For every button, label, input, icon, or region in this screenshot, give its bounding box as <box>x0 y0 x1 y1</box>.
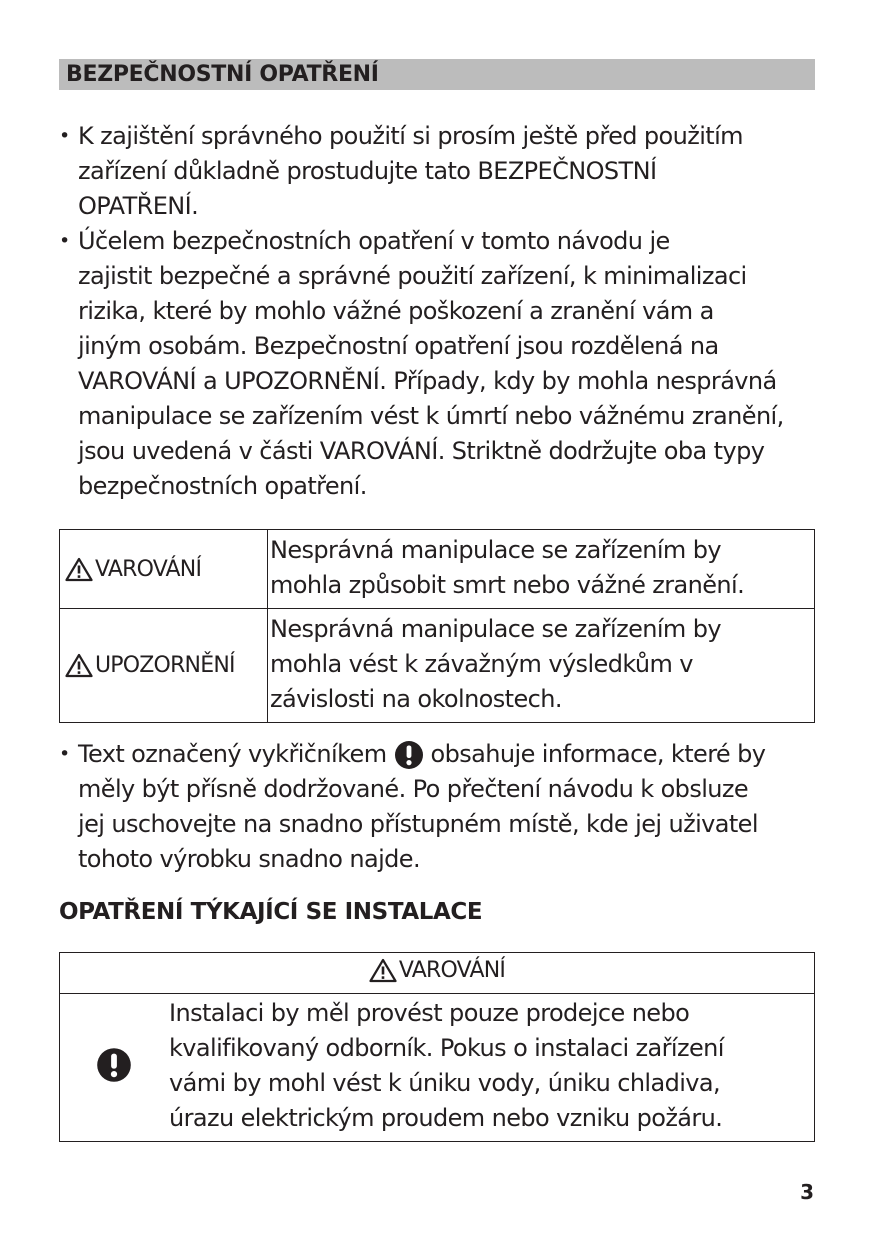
description-line: kvalifikovaný odborník. Pokus o instalaci zařízení <box>169 1034 724 1062</box>
table-row <box>60 994 815 1142</box>
warning-triangle-icon <box>65 557 93 582</box>
warning-level-table <box>59 529 815 723</box>
install-warning-table <box>59 952 815 1142</box>
bullet-line: měly být přísně dodržované. Po přečtení návodu k obsluze <box>78 775 749 803</box>
bullet-line: zařízení důkladně prostudujte tato BEZPEČNOSTNÍ <box>78 157 657 185</box>
install-section-heading: OPATŘENÍ TÝKAJÍCÍ SE INSTALACE <box>59 899 483 925</box>
description-line: vámi by mohl vést k úniku vody, úniku chladiva, <box>169 1069 721 1097</box>
table-row <box>60 530 815 609</box>
description-line: Nesprávná manipulace se zařízením by <box>270 536 721 564</box>
description-line: mohla vést k závažným výsledkům v <box>270 650 693 678</box>
section-header-band <box>59 59 815 90</box>
list-item <box>59 224 819 504</box>
install-table-header-label: VAROVÁNÍ <box>398 957 506 983</box>
exclamation-circle-icon <box>394 740 424 770</box>
description-line: mohla způsobit smrt nebo vážné zranění. <box>270 571 745 599</box>
page-number: 3 <box>800 1180 814 1204</box>
note-bullet-list <box>59 737 819 877</box>
exclamation-circle-icon <box>96 1047 132 1083</box>
warning-label-cell <box>60 530 268 609</box>
note-text-before-icon: Text označený vykřičníkem <box>78 740 387 768</box>
bullet-line: zajistit bezpečné a správné použití zařízení, k minimalizaci <box>78 262 747 290</box>
bullet-line: OPATŘENÍ. <box>78 192 199 220</box>
caution-label: UPOZORNĚNÍ <box>95 653 235 678</box>
bullet-line: jiným osobám. Bezpečnostní opatření jsou rozdělená na <box>78 332 719 360</box>
warning-description <box>268 530 815 609</box>
bullet-line: jej uschovejte na snadno přístupném místě, kde jej uživatel <box>78 810 758 838</box>
bullet-line: manipulace se zařízením vést k úmrtí nebo vážnému zranění, <box>78 402 784 430</box>
bullet-line: bezpečnostních opatření. <box>78 472 367 500</box>
section-title: BEZPEČNOSTNÍ OPATŘENÍ <box>66 62 379 87</box>
warning-triangle-icon <box>369 958 397 983</box>
caution-description <box>268 609 815 723</box>
bullet-line: tohoto výrobku snadno najde. <box>78 845 420 873</box>
intro-bullet-list <box>59 119 819 504</box>
bullet-line: rizika, které by mohlo vážné poškození a zranění vám a <box>78 297 714 325</box>
bullet-line: VAROVÁNÍ a UPOZORNĚNÍ. Případy, kdy by mohla nesprávná <box>78 367 777 395</box>
table-row <box>60 953 815 994</box>
bullet-line: • Účelem bezpečnostních opatření v tomto návodu je <box>78 227 670 255</box>
description-line: Instalaci by měl provést pouze prodejce nebo <box>169 999 690 1027</box>
install-icon-cell <box>60 994 168 1142</box>
install-warning-text <box>167 994 815 1142</box>
description-line: Nesprávná manipulace se zařízením by <box>270 615 721 643</box>
description-line: závislosti na okolnostech. <box>270 685 562 713</box>
warning-label: VAROVÁNÍ <box>95 556 202 582</box>
list-item <box>59 119 819 224</box>
caution-label-cell <box>60 609 268 723</box>
list-item <box>59 737 819 877</box>
table-row <box>60 609 815 723</box>
warning-triangle-icon <box>65 653 93 678</box>
bullet-line: jsou uvedená v části VAROVÁNÍ. Striktně dodržujte oba typy <box>78 437 765 465</box>
bullet-line <box>78 737 819 772</box>
install-table-header <box>60 953 815 994</box>
description-line: úrazu elektrickým proudem nebo vzniku požáru. <box>169 1104 723 1132</box>
note-text-after-icon: obsahuje informace, které by <box>430 740 766 768</box>
bullet-line: • K zajištění správného použití si prosím ještě před použitím <box>78 122 743 150</box>
